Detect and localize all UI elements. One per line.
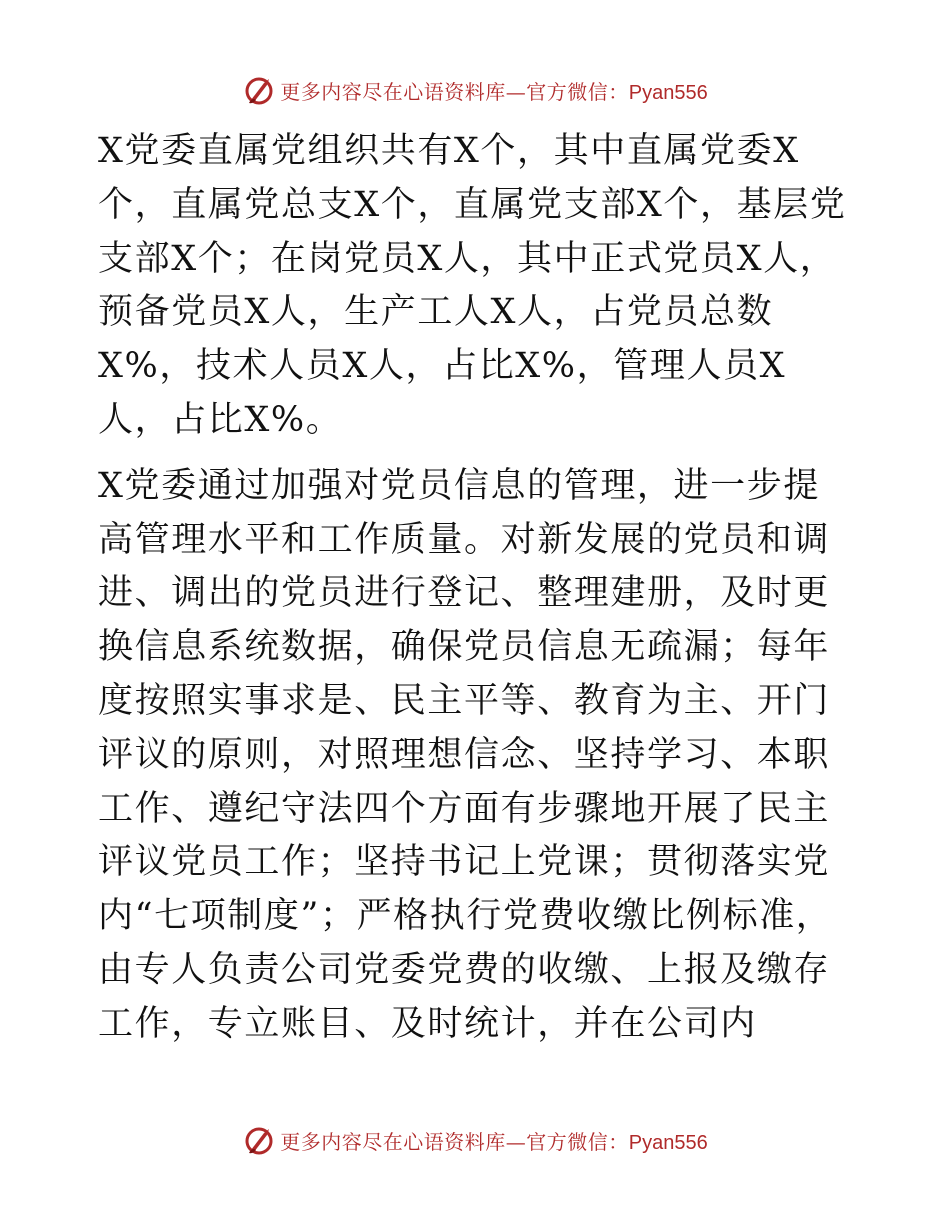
footer-banner xyxy=(0,1120,950,1160)
paragraph-member-management: X党委通过加强对党员信息的管理，进一步提高管理水平和工作质量。对新发展的党员和调进、调出的党员进行登记、整理建册，及时更换信息系统数据，确保党员信息无疏漏；每年度按照实事求是、民主平等、教育为主、开门评议的原则，对照理想信念、坚持学习、本职工作、遵纪守法四个方面有步骤地开展了民主评议党员工作；坚持书记上党课；贯彻落实党内“七项制度”；严格执行党费收缴比例标准，由专人负责公司党委党费的收缴、上报及缴存工作，专立账目、及时统计，并在公司内 xyxy=(98,465,833,1044)
header-wechat-id: Pyan556 xyxy=(628,81,708,104)
paragraph-party-organization-stats: X党委直属党组织共有X个，其中直属党委X个，直属党总支X个，直属党支部X个，基层党支部X个；在岗党员X人，其中正式党员X人，预备党员X人，生产工人X人，占党员总数X%，技术人员X人，占比X%，管理人员X人，占比X%。 xyxy=(98,131,847,440)
footer-wechat-id: Pyan556 xyxy=(628,1131,708,1154)
header-banner xyxy=(0,70,950,110)
header-banner-text: 更多内容尽在心语资料库—官方微信：Pyan556 xyxy=(280,79,708,104)
footer-banner-text: 更多内容尽在心语资料库—官方微信：Pyan556 xyxy=(280,1129,708,1154)
document-body xyxy=(98,125,853,1064)
brush-pen-logo-icon xyxy=(242,73,276,107)
brush-pen-logo-icon xyxy=(242,1123,276,1157)
